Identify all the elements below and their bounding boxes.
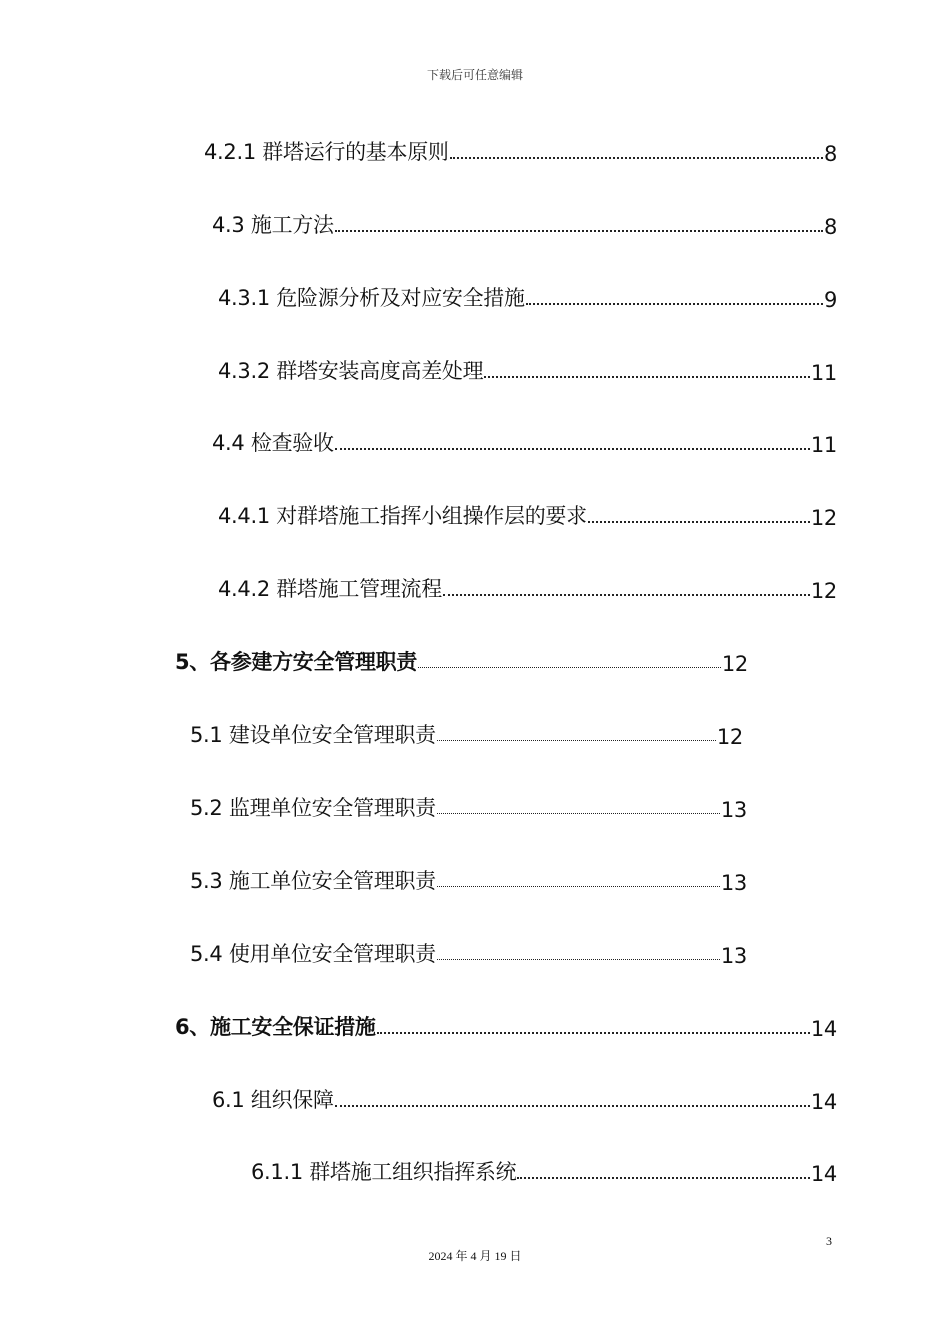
toc-entry-page: 9 [823,288,837,312]
toc-entry-5-3[interactable] [190,863,747,895]
toc-dot-leader [335,230,823,232]
toc-dot-leader [588,521,810,523]
toc-entry-label: 4.3.1 危险源分析及对应安全措施 [218,286,525,310]
toc-entry-page: 14 [810,1090,837,1114]
toc-dot-leader [377,1032,810,1034]
toc-entry-page: 8 [823,142,837,166]
toc-entry-label: 5.1 建设单位安全管理职责 [190,723,436,747]
toc-dot-leader [437,886,720,887]
toc-entry-5-2[interactable] [190,790,747,822]
toc-entry-label: 5.2 监理单位安全管理职责 [190,796,436,820]
toc-dot-leader [335,1105,810,1107]
toc-entry-4-4-1[interactable] [218,498,837,530]
toc-entry-page: 12 [810,579,837,603]
toc-entry-page: 12 [716,725,743,749]
toc-entry-label: 5、各参建方安全管理职责 [175,650,418,674]
toc-entry-5-4[interactable] [190,936,747,968]
toc-entry-label: 4.2.1 群塔运行的基本原则 [204,140,449,164]
toc-dot-leader [335,448,810,450]
toc-entry-label: 4.4.2 群塔施工管理流程 [218,577,442,601]
toc-entry-label: 4.4.1 对群塔施工指挥小组操作层的要求 [218,504,587,528]
footer-date: 2024 年 4 月 19 日 [428,1249,522,1263]
toc-entry-label: 4.3.2 群塔安装高度高差处理 [218,359,484,383]
toc-entry-4-2-1[interactable] [204,134,837,166]
toc-entry-page: 13 [720,798,747,822]
toc-entry-page: 14 [810,1017,837,1041]
toc-entry-section-5[interactable] [175,644,748,676]
toc-entry-page: 12 [721,652,748,676]
toc-entry-page: 13 [720,871,747,895]
toc-entry-label: 5.4 使用单位安全管理职责 [190,942,436,966]
toc-dot-leader [437,959,720,960]
toc-entry-6-1[interactable] [212,1082,837,1114]
toc-entry-label: 4.3 施工方法 [212,213,334,237]
toc-dot-leader [437,740,716,741]
toc-entry-5-1[interactable] [190,717,743,749]
toc-dot-leader [437,813,720,814]
toc-entry-page: 14 [810,1162,837,1186]
toc-dot-leader [418,667,721,668]
toc-dot-leader [517,1177,810,1179]
toc-dot-leader [484,376,810,378]
toc-entry-4-4[interactable] [212,425,837,457]
toc-entry-4-3-1[interactable] [218,280,837,312]
toc-entry-page: 11 [810,433,837,457]
toc-entry-4-4-2[interactable] [218,571,837,603]
toc-entry-6-1-1[interactable] [251,1154,837,1186]
toc-entry-label: 6.1.1 群塔施工组织指挥系统 [251,1160,517,1184]
toc-entry-page: 8 [823,215,837,239]
toc-entry-4-3[interactable] [212,207,837,239]
toc-dot-leader [443,594,810,596]
toc-entry-label: 6.1 组织保障 [212,1088,334,1112]
page-number: 3 [826,1234,832,1248]
page-header: 下载后可任意编辑 [426,68,523,82]
toc-entry-label: 4.4 检查验收 [212,431,334,455]
toc-entry-page: 13 [720,944,747,968]
toc-entry-section-6[interactable] [175,1009,837,1041]
toc-entry-4-3-2[interactable] [218,353,837,385]
toc-dot-leader [450,157,823,159]
toc-dot-leader [526,303,823,305]
toc-entry-page: 12 [810,506,837,530]
toc-entry-label: 6、施工安全保证措施 [175,1015,376,1039]
toc-entry-label: 5.3 施工单位安全管理职责 [190,869,436,893]
toc-entry-page: 11 [810,361,837,385]
